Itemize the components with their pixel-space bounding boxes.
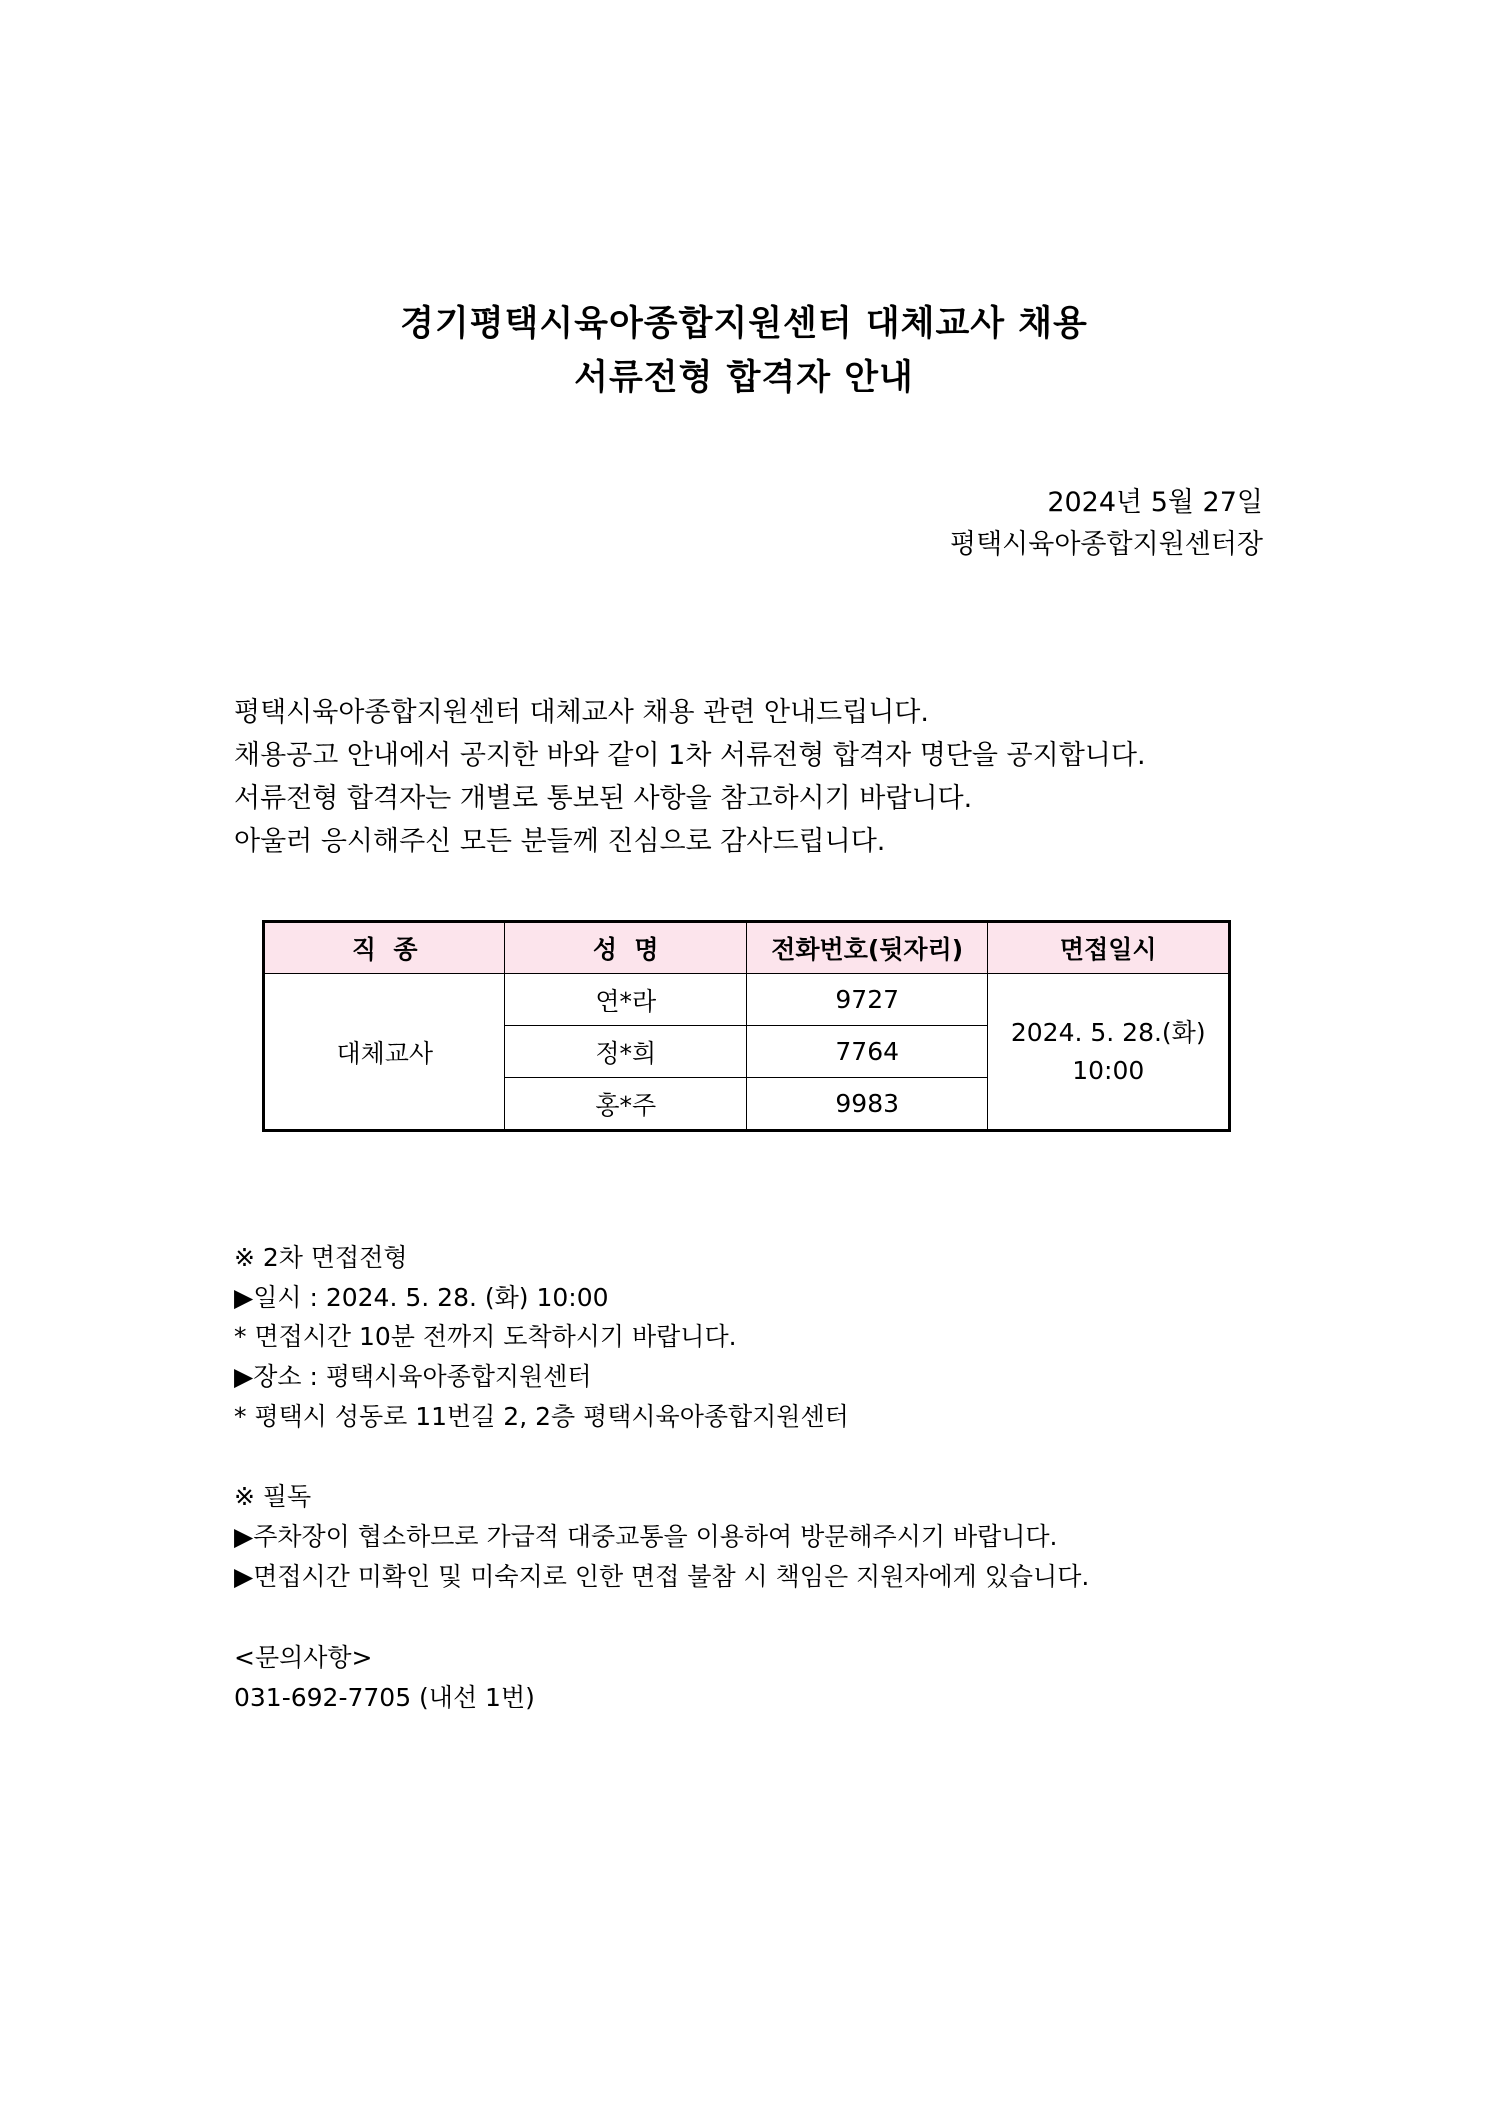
intro-line: 채용공고 안내에서 공지한 바와 같이 1차 서류전형 합격자 명단을 공지합니다.	[234, 740, 1146, 771]
table-header-row	[264, 922, 1230, 974]
stage2-line: * 면접시간 10분 전까지 도착하시기 바랍니다.	[234, 1322, 737, 1351]
phone-cell: 7764	[746, 1026, 987, 1078]
name-cell: 연*라	[505, 974, 746, 1026]
contact-heading: <문의사항>	[234, 1643, 373, 1672]
issuer-name: 평택시육아종합지원센터장	[950, 529, 1263, 560]
interview-time: 10:00	[1072, 1055, 1145, 1085]
header-phone: 전화번호(뒷자리)	[746, 922, 987, 974]
contact-phone: 031-692-7705 (내선 1번)	[234, 1683, 535, 1712]
intro-line: 아울러 응시해주신 모든 분들께 진심으로 감사드립니다.	[234, 826, 886, 857]
header-name: 성 명	[505, 922, 746, 974]
intro-line: 서류전형 합격자는 개별로 통보된 사항을 참고하시기 바랍니다.	[234, 783, 973, 814]
job-cell: 대체교사	[264, 974, 505, 1131]
required-line: ▶주차장이 협소하므로 가급적 대중교통을 이용하여 방문해주시기 바랍니다.	[234, 1522, 1058, 1551]
stage2-line: ▶일시 : 2024. 5. 28. (화) 10:00	[234, 1283, 609, 1312]
header-interview: 면접일시	[988, 922, 1230, 974]
interview-cell	[988, 974, 1230, 1131]
stage2-heading: ※ 2차 면접전형	[234, 1243, 408, 1272]
document-title-line2: 서류전형 합격자 안내	[574, 358, 914, 398]
stage2-line: * 평택시 성동로 11번길 2, 2층 평택시육아종합지원센터	[234, 1402, 849, 1431]
applicant-table	[262, 920, 1231, 1132]
phone-cell: 9983	[746, 1078, 987, 1131]
name-cell: 홍*주	[505, 1078, 746, 1131]
required-line: ▶면접시간 미확인 및 미숙지로 인한 면접 불참 시 책임은 지원자에게 있습니다.	[234, 1562, 1090, 1591]
phone-cell: 9727	[746, 974, 987, 1026]
required-heading: ※ 필독	[234, 1482, 312, 1511]
issue-date: 2024년 5월 27일	[1047, 487, 1263, 518]
intro-line: 평택시육아종합지원센터 대체교사 채용 관련 안내드립니다.	[234, 697, 929, 728]
interview-date: 2024. 5. 28.(화)	[1010, 1017, 1206, 1047]
name-cell: 정*희	[505, 1026, 746, 1078]
header-job: 직 종	[264, 922, 505, 974]
stage2-line: ▶장소 : 평택시육아종합지원센터	[234, 1362, 592, 1391]
document-title-line1: 경기평택시육아종합지원센터 대체교사 채용	[400, 304, 1088, 344]
table-row	[264, 974, 1230, 1026]
